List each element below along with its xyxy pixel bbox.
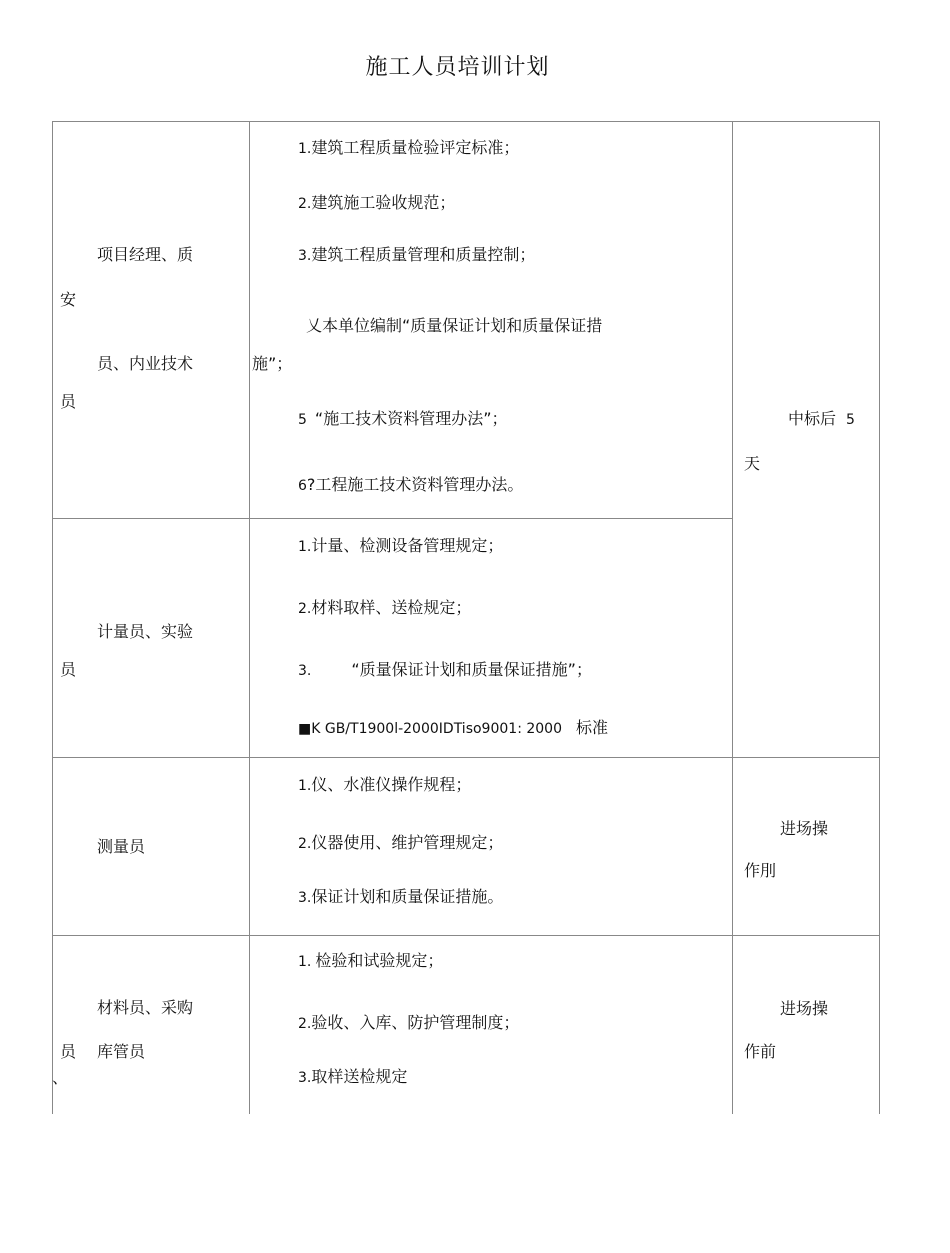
table-top-border: [52, 121, 880, 122]
personnel-cell-text: 员: [60, 392, 77, 411]
personnel-cell-text: 材料员、采购: [97, 998, 194, 1017]
time-cell-text: 作前: [744, 1042, 777, 1061]
personnel-cell-text: 、: [52, 1068, 69, 1087]
personnel-cell-text: 库管员: [97, 1042, 146, 1061]
content-item: 1. 检验和试验规定；: [298, 951, 444, 970]
personnel-cell-text: 员: [60, 660, 77, 679]
page-title: 施工人员培训计划: [365, 55, 550, 80]
time-cell-text: 进场操: [780, 819, 829, 838]
personnel-cell-text: 员、内业技术: [97, 354, 194, 373]
content-item: ■K GB/T1900l-2000IDTiso9001: 2000 标准: [298, 718, 608, 737]
content-item: 3.取样送检规定: [298, 1067, 408, 1086]
content-item: 3.建筑工程质量管理和质量控制；: [298, 245, 536, 264]
column-divider: [732, 121, 733, 1114]
content-item: 2.材料取样、送检规定；: [298, 598, 472, 617]
column-divider: [249, 121, 250, 1114]
personnel-cell-text: 安: [60, 290, 77, 309]
content-item: 2.仪器使用、维护管理规定；: [298, 833, 504, 852]
content-item: 乂本单位编制“质量保证计划和质量保证措: [306, 316, 603, 335]
content-item: 1.建筑工程质量检验评定标准；: [298, 138, 520, 157]
time-cell-text: 作刖: [744, 861, 777, 880]
table-right-border: [879, 121, 880, 1114]
content-item: 1.计量、检测设备管理规定；: [298, 536, 504, 555]
content-item: 1.仪、水准仪操作规程；: [298, 775, 472, 794]
row-divider: [52, 518, 733, 519]
content-item: 2.建筑施工验收规范；: [298, 193, 456, 212]
personnel-cell-text: 测量员: [97, 837, 146, 856]
row-divider: [52, 935, 880, 936]
table-left-border: [52, 121, 53, 1114]
personnel-cell-text: 员: [60, 1042, 77, 1061]
personnel-cell-text: 项目经理、质: [97, 245, 194, 264]
content-item: 3.保证计划和质量保证措施。: [298, 887, 504, 906]
time-cell-text: 中标后 5: [788, 409, 855, 428]
row-divider: [52, 757, 880, 758]
content-item: 施”；: [252, 354, 293, 373]
content-item: 3. “质量保证计划和质量保证措施”；: [298, 660, 592, 679]
time-cell-text: 进场操: [780, 999, 829, 1018]
content-item: 5 “施工技术资料管理办法”；: [298, 409, 508, 428]
content-item: 6?工程施工技术资料管理办法。: [298, 475, 524, 494]
time-cell-text: 天: [744, 454, 761, 473]
content-item: 2.验收、入库、防护管理制度；: [298, 1013, 520, 1032]
personnel-cell-text: 计量员、实验: [97, 622, 194, 641]
